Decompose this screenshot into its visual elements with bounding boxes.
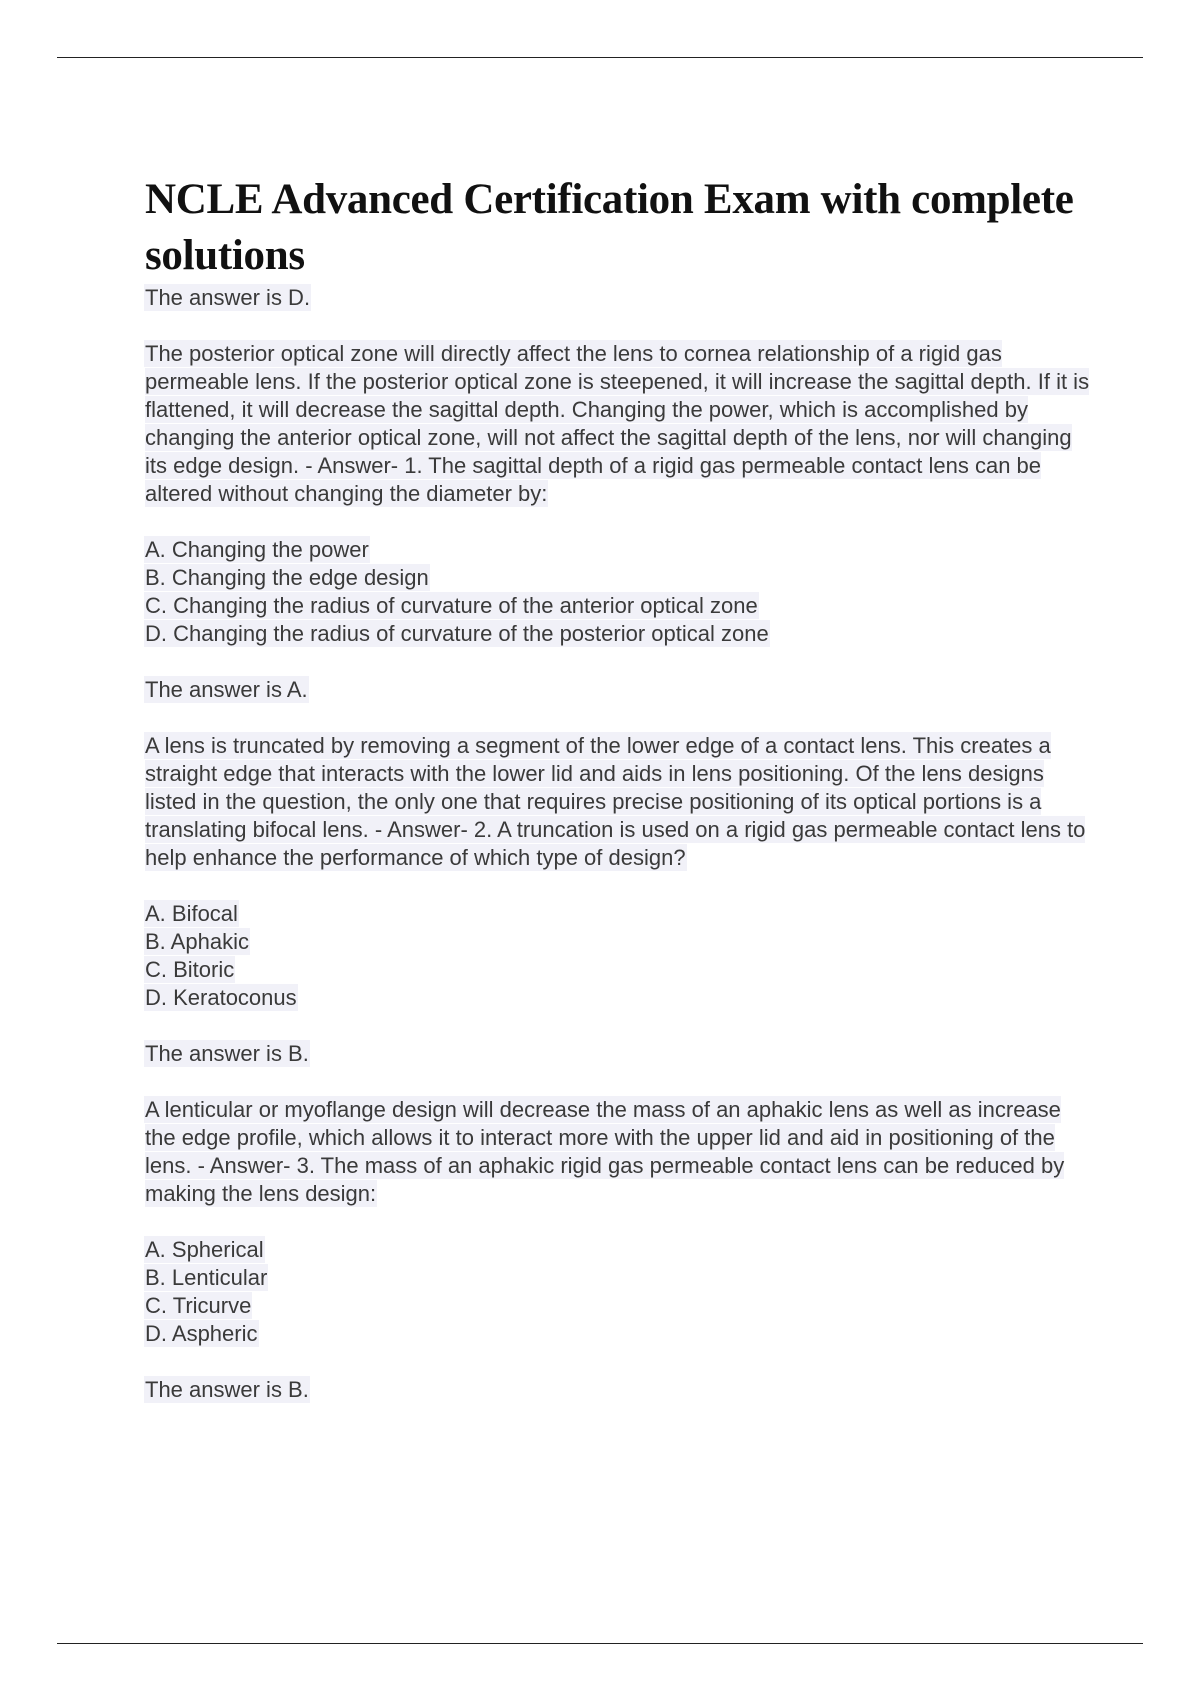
question-3-options [145, 1236, 1095, 1348]
spacer [145, 508, 1095, 536]
question-3-option-b [145, 1264, 1095, 1292]
answer-text: The answer is B. [145, 1377, 309, 1402]
question-3-explanation [145, 1096, 1095, 1208]
question-2-option-a [145, 900, 1095, 928]
question-3-option-a [145, 1236, 1095, 1264]
question-2-answer [145, 1040, 1095, 1068]
question-1-option-a [145, 536, 1095, 564]
question-1-option-d [145, 620, 1095, 648]
option-text: A. Bifocal [145, 901, 238, 926]
question-3-option-d [145, 1320, 1095, 1348]
spacer [145, 312, 1095, 340]
option-text: D. Aspheric [145, 1321, 258, 1346]
option-text: D. Changing the radius of curvature of the posterior optical zone [145, 621, 769, 646]
document-body [145, 172, 1095, 1404]
question-2-explanation [145, 732, 1095, 872]
question-2-option-d [145, 984, 1095, 1012]
spacer [145, 1012, 1095, 1040]
question-1-explanation [145, 340, 1095, 508]
question-3-option-c [145, 1292, 1095, 1320]
spacer [145, 872, 1095, 900]
question-1-answer [145, 676, 1095, 704]
question-1-explanation-text: The posterior optical zone will directly affect the lens to cornea relationship of a rigid gas permeable lens. If the posterior optical zone is steepened, it will increase the sagittal depth. If it is flattened, it will decrease the sagittal depth. Changing the power, which is accomplished by changing the anterior optical zone, will not affect the sagittal depth of the lens, nor will changing its edge design. - Answer- 1. The sagittal depth of a rigid gas permeable contact lens can be altered without changing the diameter by: [145, 341, 1090, 506]
document-title: NCLE Advanced Certification Exam with complete solutions [145, 176, 1074, 279]
top-rule [57, 57, 1143, 58]
spacer [145, 648, 1095, 676]
option-text: D. Keratoconus [145, 985, 297, 1010]
bottom-rule [57, 1643, 1143, 1644]
question-1-options [145, 536, 1095, 648]
question-block-3 [145, 1096, 1095, 1404]
question-block-1 [145, 340, 1095, 704]
option-text: B. Changing the edge design [145, 565, 429, 590]
answer-intro-text: The answer is D. [145, 285, 311, 310]
spacer [145, 704, 1095, 732]
option-text: C. Tricurve [145, 1293, 252, 1318]
question-3-explanation-text: A lenticular or myoflange design will decrease the mass of an aphakic lens as well as increase the edge profile, which allows it to interact more with the upper lid and aid in positioning of the lens. - Answer- 3. The mass of an aphakic rigid gas permeable contact lens can be reduced by making the lens design: [145, 1097, 1065, 1206]
spacer [145, 1348, 1095, 1376]
question-1-option-b [145, 564, 1095, 592]
option-text: C. Bitoric [145, 957, 235, 982]
answer-text: The answer is B. [145, 1041, 309, 1066]
question-3-answer [145, 1376, 1095, 1404]
question-block-2 [145, 732, 1095, 1068]
spacer [145, 1208, 1095, 1236]
question-2-options [145, 900, 1095, 1012]
spacer [145, 1068, 1095, 1096]
answer-text: The answer is A. [145, 677, 308, 702]
option-text: A. Changing the power [145, 537, 369, 562]
option-text: C. Changing the radius of curvature of the anterior optical zone [145, 593, 758, 618]
option-text: B. Aphakic [145, 929, 249, 954]
option-text: B. Lenticular [145, 1265, 268, 1290]
question-2-option-c [145, 956, 1095, 984]
answer-intro [145, 284, 1095, 312]
question-1-option-c [145, 592, 1095, 620]
question-2-explanation-text: A lens is truncated by removing a segment of the lower edge of a contact lens. This creates a straight edge that interacts with the lower lid and aids in lens positioning. Of the lens designs listed in the question, the only one that requires precise positioning of its optical portions is a translating bifocal lens. - Answer- 2. A truncation is used on a rigid gas permeable contact lens to help enhance the performance of which type of design? [145, 733, 1086, 870]
question-2-option-b [145, 928, 1095, 956]
option-text: A. Spherical [145, 1237, 264, 1262]
